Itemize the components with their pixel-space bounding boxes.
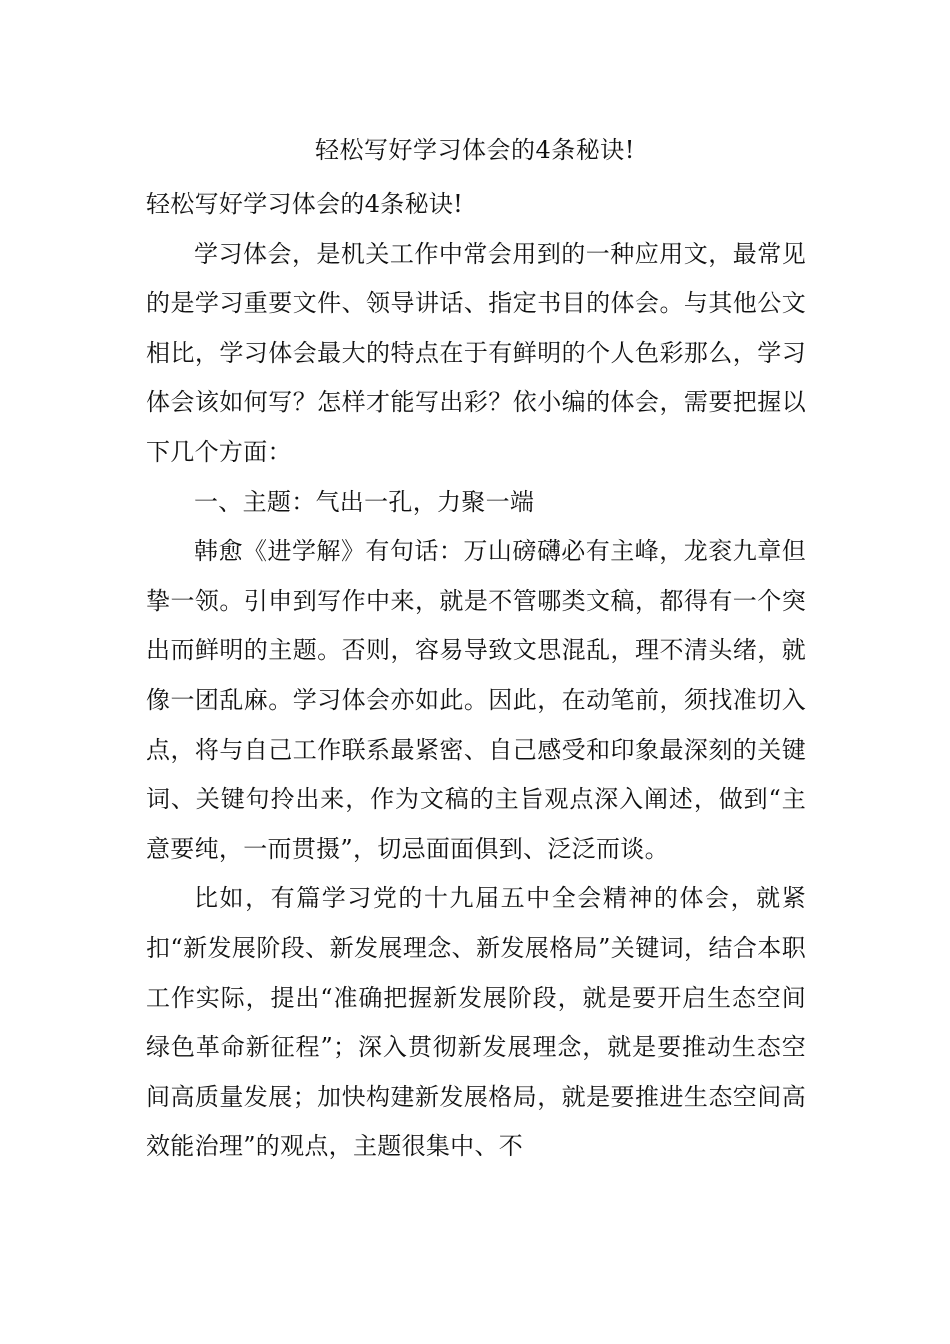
example-paragraph: 比如，有篇学习党的十九届五中全会精神的体会，就紧扣“新发展阶段、新发展理念、新发展格局”关键词，结合本职工作实际，提出“准确把握新发展阶段，就是要开启生态空间绿色革命新征程”；深入贯彻新发展理念，就是要推动生态空间高质量发展；加快构建新发展格局，就是要推进生态空间高效能治理”的观点，主题很集中、不 — [146, 884, 806, 1161]
subtitle-paragraph: 轻松写好学习体会的4条秘诀! — [146, 190, 464, 218]
section-heading: 一、主题：气出一孔，力聚一端 — [194, 487, 535, 516]
document-title: 轻松写好学习体会的4条秘诀! — [315, 136, 635, 164]
body-paragraph: 韩愈《进学解》有句话：万山磅礴必有主峰，龙衮九章但挚一领。引申到写作中来，就是不管哪类文稿，都得有一个突出而鲜明的主题。否则，容易导致文思混乱，理不清头绪，就像一团乱麻。学习体会亦如此。因此，在动笔前，须找准切入点，将与自己工作联系最紧密、自己感受和印象最深刻的关键词、关键句拎出来，作为文稿的主旨观点深入阐述，做到“主意要纯，一而贯摄”，切忌面面俱到、泛泛而谈。 — [146, 537, 806, 863]
document-body — [146, 180, 806, 1172]
intro-paragraph: 学习体会，是机关工作中常会用到的一种应用文，最常见的是学习重要文件、领导讲话、指定书目的体会。与其他公文相比，学习体会最大的特点在于有鲜明的个人色彩那么，学习体会该如何写？怎样才能写出彩？依小编的体会，需要把握以下几个方面： — [146, 239, 806, 466]
